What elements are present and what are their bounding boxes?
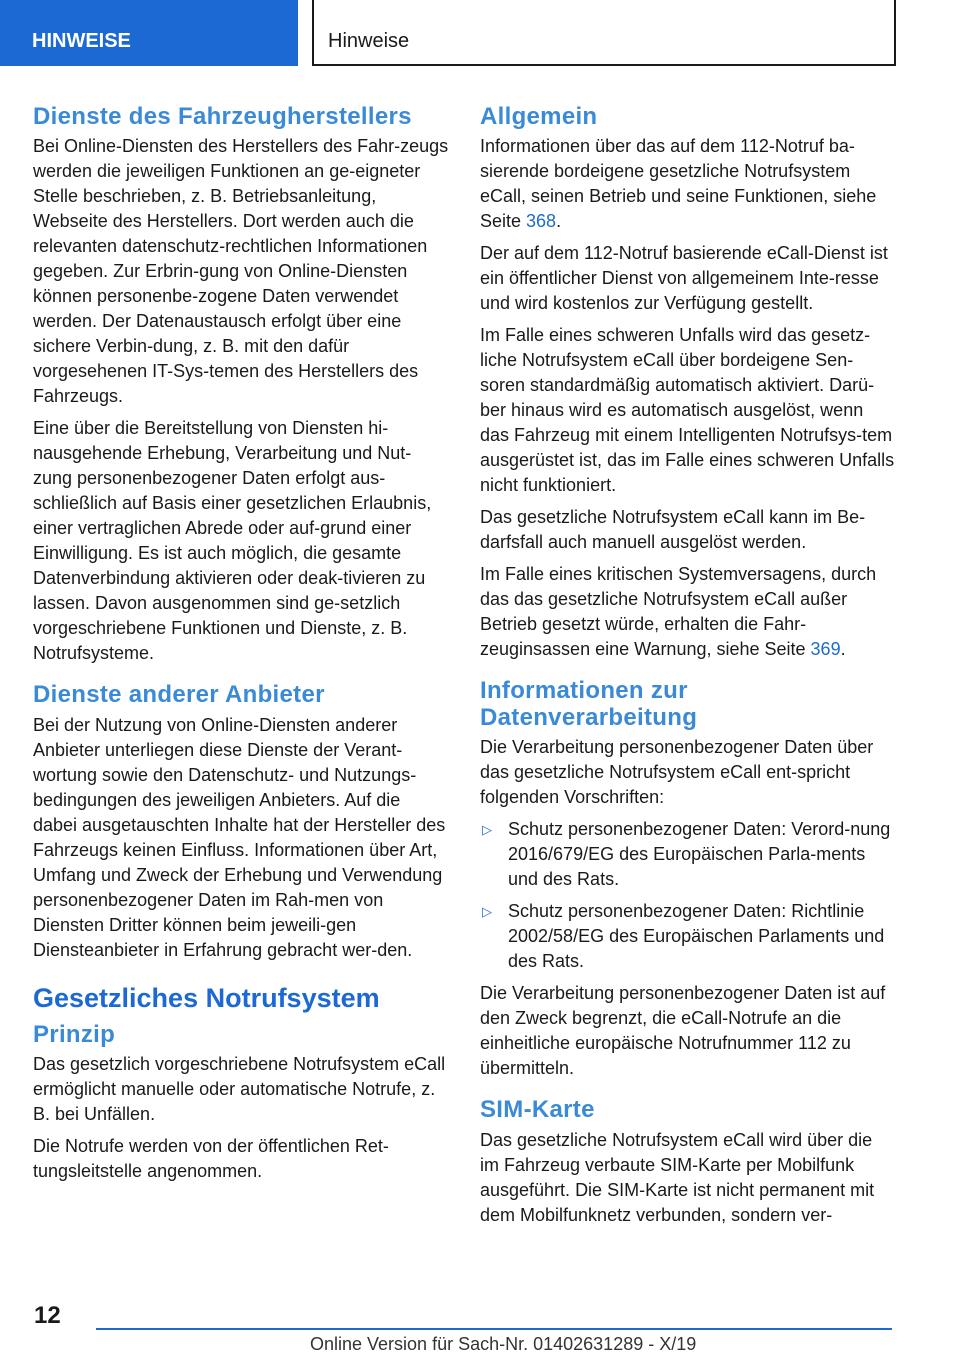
heading-informationen-datenverarbeitung: Informationen zur Datenverarbeitung <box>480 677 698 731</box>
page-link-368[interactable]: 368 <box>526 211 557 232</box>
paragraph-text: Informationen über das auf dem 112-Notruf ba-sierende bordeigene gesetzliche Notrufsystem eCall, seinen Betrieb und seine Funktionen, siehe Seite <box>480 136 877 232</box>
footer-divider <box>96 1328 892 1330</box>
paragraph-end: . <box>556 211 562 232</box>
list-item-text: Schutz personenbezogener Daten: Richtlinie 2002/58/EG des Europäischen Parlaments und des Rats. <box>508 901 885 972</box>
paragraph: Die Verarbeitung personenbezogener Daten über das gesetzliche Notrufsystem eCall ent-spricht folgenden Vorschriften: <box>480 737 874 808</box>
paragraph: Das gesetzliche Notrufsystem eCall wird über die im Fahrzeug verbaute SIM-Karte per Mobilfunk ausgeführt. Die SIM-Karte ist nicht permanent mit dem Mobilfunknetz verbunden, sondern ver- <box>480 1129 875 1225</box>
paragraph: Die Notrufe werden von der öffentlichen Ret-tungsleitstelle angenommen. <box>33 1136 389 1182</box>
paragraph <box>480 562 896 662</box>
paragraph-text: Im Falle eines kritischen Systemversagens, durch das das gesetzliche Notrufsystem eCall außer Betrieb gesetzt würde, erhalten die Fahr-zeuginsassen eine Warnung, siehe Seite <box>480 564 877 660</box>
regulation-list <box>480 817 896 974</box>
paragraph: Bei Online-Diensten des Herstellers des Fahr-zeugs werden die jeweiligen Funktionen an ge-eigneter Stelle beschrieben, z. B. Betriebsanleitung, Webseite des Herstellers. Dort werden auch die relevanten datenschutz-rechtlichen Informationen gegeben. Zur Erbrin-gung von Online-Diensten können personenbe-zogene Daten verwendet werden. Der Datenaustausch erfolgt über eine sichere Verbin-dung, z. B. mit den dafür vorgesehenen IT-Sys-temen des Herstellers des Fahrzeugs. <box>33 136 449 407</box>
heading-dienste-hersteller: Dienste des Fahrzeugherstellers <box>33 103 412 130</box>
paragraph: Das gesetzliche Notrufsystem eCall kann im Be-darfsfall auch manuell ausgelöst werden. <box>480 507 866 553</box>
paragraph: Im Falle eines schweren Unfalls wird das gesetz-liche Notrufsystem eCall über bordeigene Sen-soren standardmäßig automatisch aktiviert. Darü-ber hinaus wird es automatisch ausgelöst, wenn das Fahrzeug mit einem Intelligenten Notrufsys-tem ausgerüstet ist, das im Falle eines schweren Unfalls nicht funktioniert. <box>480 325 895 496</box>
heading-allgemein: Allgemein <box>480 103 598 130</box>
paragraph: Bei der Nutzung von Online-Diensten anderer Anbieter unterliegen diese Dienste der Verant-wortung sowie den Datenschutz- und Nutzungs-bedingungen des jeweiligen Anbieters. Auf die dabei ausgetauschten Inhalte hat der Hersteller des Fahrzeugs keinen Einfluss. Informationen über Art, Umfang und Zweck der Erhebung und Verwendung personenbezogener Daten im Rah-men von Diensten Dritter können beim jeweili-gen Diensteanbieter in Erfahrung gebracht wer-den. <box>33 714 446 960</box>
triangle-bullet-icon: ▷ <box>482 822 492 838</box>
section-header <box>312 0 896 66</box>
list-item <box>480 899 896 974</box>
page-link-369[interactable]: 369 <box>810 639 841 660</box>
heading-dienste-anderer: Dienste anderer Anbieter <box>33 681 325 709</box>
heading-prinzip: Prinzip <box>33 1020 116 1048</box>
paragraph: Der auf dem 112-Notruf basierende eCall-Dienst ist ein öffentlicher Dienst von allgemeinem Inte-resse und wird kostenlos zur Verfügung gestellt. <box>480 243 888 314</box>
online-version-note: Online Version für Sach-Nr. 01402631289 - X/19 <box>310 1334 697 1354</box>
list-item-text: Schutz personenbezogener Daten: Verord-nung 2016/679/EG des Europäischen Parla-ments und des Rats. <box>508 819 891 890</box>
paragraph-end: . <box>840 639 846 660</box>
paragraph: Die Verarbeitung personenbezogener Daten ist auf den Zweck begrenzt, die eCall-Notrufe an die einheitliche europäische Notrufnummer 112 zu übermitteln. <box>480 983 886 1079</box>
left-column <box>33 98 449 1191</box>
paragraph: Eine über die Bereitstellung von Diensten hi-nausgehende Erhebung, Verarbeitung und Nut-zung personenbezogener Daten erfolgt aus-schließlich auf Basis einer gesetzlichen Erlaubnis, einer vertraglichen Abrede oder auf-grund einer Einwilligung. Es ist auch möglich, die gesamte Datenverbindung aktivieren oder deak-tivieren zu lassen. Davon ausgenommen sind ge-setzlich vorgeschriebene Funktionen und Dienste, z. B. Notrufsysteme. <box>33 418 432 664</box>
right-column <box>480 98 896 1235</box>
paragraph: Das gesetzlich vorgeschriebene Notrufsystem eCall ermöglicht manuelle oder automatische Notrufe, z. B. bei Unfällen. <box>33 1054 446 1125</box>
heading-sim-karte: SIM-Karte <box>480 1096 595 1124</box>
list-item <box>480 817 896 892</box>
section-tab: HINWEISE <box>0 0 298 66</box>
paragraph <box>480 134 896 234</box>
section-title: Hinweise <box>328 30 410 52</box>
heading-gesetzliches-notrufsystem: Gesetzliches Notrufsystem <box>33 982 380 1013</box>
page-number: 12 <box>34 1302 61 1329</box>
triangle-bullet-icon: ▷ <box>482 904 492 920</box>
